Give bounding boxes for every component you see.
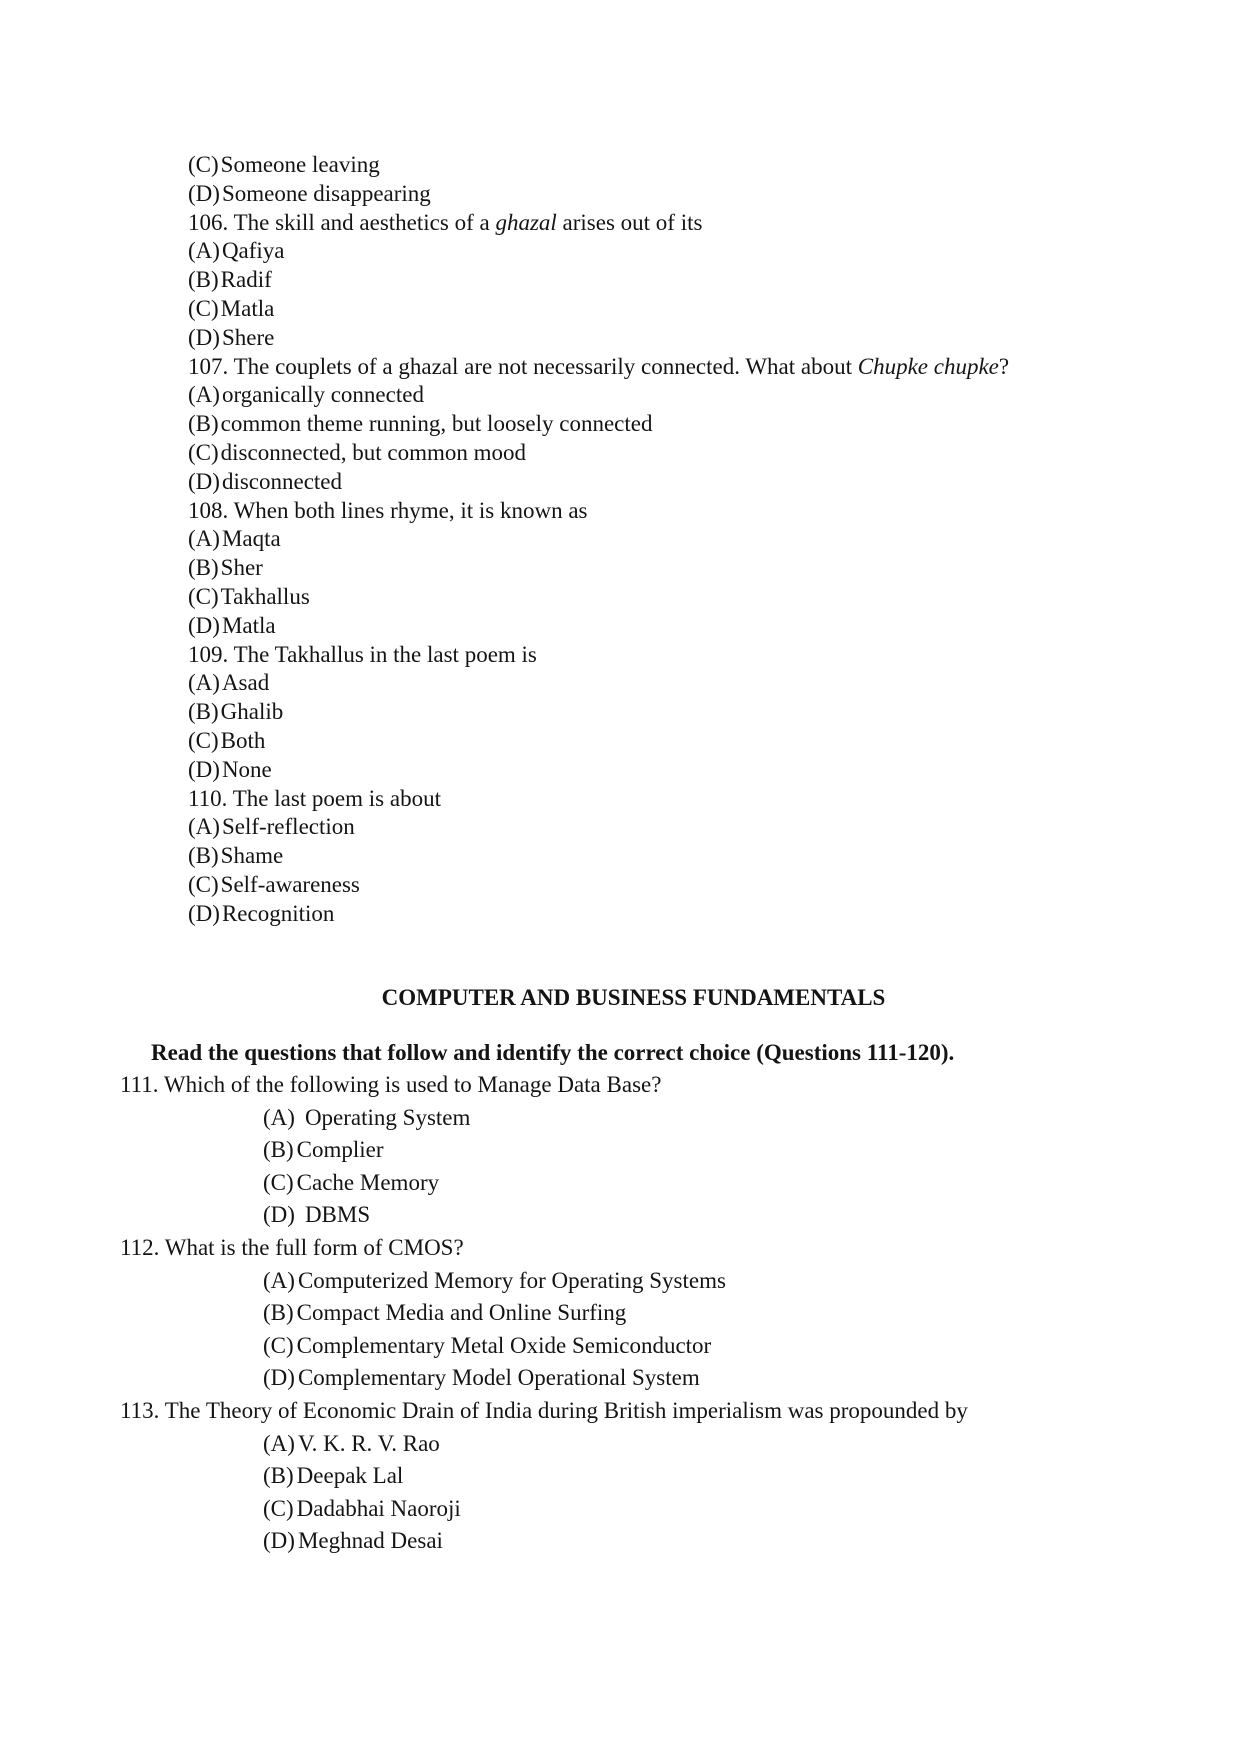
option-label: (A) (263, 1267, 295, 1293)
option-text: Complier (296, 1137, 384, 1163)
option-text: Matla (220, 295, 275, 321)
option-label: (D) (263, 1528, 295, 1554)
option-text: Someone disappearing (221, 180, 431, 206)
q106-option-a (188, 237, 1009, 266)
q113-option-a (120, 1428, 968, 1461)
q113-option-b (120, 1460, 968, 1493)
option-text: Complementary Metal Oxide Semiconductor (296, 1332, 712, 1358)
q111-option-b (120, 1134, 968, 1167)
option-label: (D) (188, 900, 220, 926)
option-label: (B) (188, 555, 219, 581)
option-text: Shere (221, 324, 275, 350)
q111-option-d (120, 1199, 968, 1232)
option-text: V. K. R. V. Rao (297, 1430, 440, 1456)
option-text: organically connected (221, 382, 424, 408)
option-label: (C) (188, 727, 219, 753)
option-label: (C) (188, 583, 219, 609)
option-label: (A) (188, 382, 220, 408)
q107-question (188, 353, 1009, 382)
option-label: (C) (188, 295, 219, 321)
question-text: 106. The skill and aesthetics of a (188, 209, 496, 235)
option-text: Deepak Lal (296, 1463, 404, 1489)
q109-question: 109. The Takhallus in the last poem is (188, 641, 537, 667)
option-text: common theme running, but loosely connected (220, 411, 653, 437)
option-label: (C) (188, 871, 219, 897)
option-label: (C) (263, 1332, 294, 1358)
q109-option-b (188, 698, 1009, 727)
q112-question: 112. What is the full form of CMOS? (120, 1234, 464, 1260)
q112-option-c (120, 1330, 968, 1363)
q110-option-c (188, 871, 1009, 900)
option-text: Both (220, 727, 266, 753)
option-label: (B) (188, 411, 219, 437)
q111-option-c (120, 1167, 968, 1200)
q110-option-a (188, 813, 1009, 842)
q108-option-d (188, 612, 1009, 641)
q112-option-a (120, 1265, 968, 1298)
option-label: (D) (188, 756, 220, 782)
option-label: (D) (188, 324, 220, 350)
option-label: (D) (263, 1365, 295, 1391)
option-label: (C) (263, 1495, 294, 1521)
option-label: (A) (188, 238, 220, 264)
q113-question: 113. The Theory of Economic Drain of India during British imperialism was propounded by (120, 1397, 968, 1423)
option-label: (A) (263, 1104, 295, 1130)
q112-option-d (120, 1362, 968, 1395)
option-label: (D) (188, 468, 220, 494)
q111-option-a (120, 1102, 968, 1135)
option-label: (B) (263, 1137, 294, 1163)
option-text: Computerized Memory for Operating Systems (297, 1267, 726, 1293)
computer-questions (120, 1069, 968, 1558)
option-label: (C) (188, 152, 219, 177)
option-label: (A) (188, 526, 220, 552)
option-text: Matla (221, 612, 276, 638)
option-label: (B) (263, 1300, 294, 1326)
section-heading (0, 985, 1241, 1011)
q113-option-c (120, 1493, 968, 1526)
q106-option-c (188, 295, 1009, 324)
q108-question: 108. When both lines rhyme, it is known as (188, 497, 588, 523)
question-emphasis: Chupke chupke (857, 353, 999, 379)
q113-option-d (120, 1525, 968, 1558)
option-text: Recognition (221, 900, 335, 926)
q108-option-b (188, 554, 1009, 583)
literature-questions (188, 151, 1009, 929)
option-text: Ghalib (220, 699, 284, 725)
option-text: Qafiya (221, 238, 285, 264)
q107-option-b (188, 410, 1009, 439)
section-title: COMPUTER AND BUSINESS FUNDAMENTALS (381, 985, 886, 1010)
option-text: Takhallus (220, 583, 310, 609)
option-text: Meghnad Desai (297, 1528, 443, 1554)
q107-option-d (188, 468, 1009, 497)
option-label: (A) (263, 1430, 295, 1456)
option-label: (C) (188, 439, 219, 465)
q108-option-c (188, 583, 1009, 612)
question-text: ? (998, 353, 1010, 379)
option-text: disconnected, but common mood (220, 439, 527, 465)
option-text: Radif (220, 267, 272, 293)
option-label: (B) (188, 267, 219, 293)
option-label: (A) (188, 670, 220, 696)
section-instruction: Read the questions that follow and identify the correct choice (Questions 111-120). (151, 1040, 955, 1065)
option-label: (B) (263, 1463, 294, 1489)
q111-question: 111. Which of the following is used to Manage Data Base? (120, 1072, 662, 1097)
question-emphasis: ghazal (495, 209, 557, 235)
q110-option-b (188, 842, 1009, 871)
option-text: Shame (220, 843, 284, 869)
question-text: arises out of its (556, 209, 703, 235)
q112-option-b (120, 1297, 968, 1330)
q106-option-d (188, 324, 1009, 353)
q108-option-a (188, 525, 1009, 554)
option-text: Self-awareness (220, 871, 360, 897)
option-text: Asad (221, 670, 270, 696)
question-text: 107. The couplets of a ghazal are not necessarily connected. What about (188, 353, 858, 379)
option-label: (D) (188, 612, 220, 638)
option-label: (B) (188, 843, 219, 869)
option-text: DBMS (304, 1202, 371, 1228)
option-text: Complementary Model Operational System (297, 1365, 700, 1391)
option-label: (D) (188, 180, 220, 206)
q109-option-c (188, 727, 1009, 756)
option-text: None (221, 756, 272, 782)
option-text: Operating System (304, 1104, 471, 1130)
q109-option-a (188, 669, 1009, 698)
q107-option-c (188, 439, 1009, 468)
option-label: (A) (188, 814, 220, 840)
option-text: Compact Media and Online Surfing (296, 1300, 627, 1326)
option-text: Someone leaving (220, 152, 380, 177)
option-text: disconnected (221, 468, 343, 494)
q106-option-b (188, 266, 1009, 295)
q110-option-d (188, 900, 1009, 929)
q105-option-d (188, 180, 1009, 209)
option-text: Maqta (221, 526, 281, 552)
q110-question: 110. The last poem is about (188, 785, 441, 811)
option-label: (D) (263, 1202, 295, 1228)
option-text: Dadabhai Naoroji (296, 1495, 461, 1521)
option-label: (B) (188, 699, 219, 725)
option-text: Cache Memory (296, 1169, 440, 1195)
q105-option-c (188, 151, 1009, 180)
q109-option-d (188, 756, 1009, 785)
option-text: Self-reflection (221, 814, 355, 840)
q106-question (188, 209, 1009, 238)
option-label: (C) (263, 1169, 294, 1195)
q107-option-a (188, 381, 1009, 410)
option-text: Sher (220, 555, 263, 581)
